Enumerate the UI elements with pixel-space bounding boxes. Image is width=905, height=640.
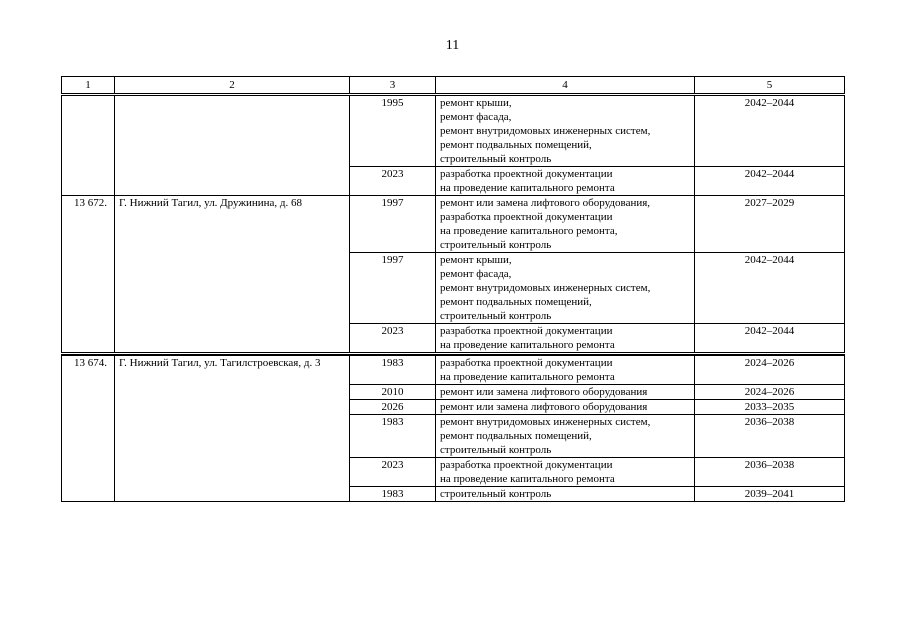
work-item: ремонт подвальных помещений, [440,430,592,442]
commission-year: 1997 [350,196,436,253]
work-item: строительный контроль [440,444,552,456]
work-item: ремонт крыши, [440,97,512,109]
works-list [436,385,695,400]
work-item: ремонт крыши, [440,254,512,266]
object-number: 13 674. [62,356,115,502]
commission-year: 2010 [350,385,436,400]
object-number: 13 672. [62,196,115,354]
works-list [436,95,695,167]
repair-schedule-table [61,76,844,502]
planned-period: 2042–2044 [695,95,845,167]
work-item: ремонт фасада, [440,111,512,123]
work-item: ремонт внутридомовых инженерных систем, [440,125,651,137]
work-item: строительный контроль [440,239,552,251]
planned-period: 2024–2026 [695,385,845,400]
commission-year: 2023 [350,324,436,354]
table-row [62,95,845,167]
header-col-3: 3 [350,77,436,95]
header-col-5: 5 [695,77,845,95]
work-item: ремонт внутридомовых инженерных систем, [440,416,651,428]
work-item: разработка проектной документации [440,168,613,180]
planned-period: 2033–2035 [695,400,845,415]
works-list [436,400,695,415]
commission-year: 1995 [350,95,436,167]
header-col-2: 2 [115,77,350,95]
object-address: Г. Нижний Тагил, ул. Тагилстроевская, д. 3 [115,356,350,502]
object-address [115,95,350,196]
planned-period: 2036–2038 [695,415,845,458]
work-item: строительный контроль [440,488,552,500]
commission-year: 2026 [350,400,436,415]
planned-period: 2039–2041 [695,487,845,502]
work-item: разработка проектной документации [440,211,613,223]
commission-year: 1983 [350,487,436,502]
work-item: на проведение капитального ремонта [440,371,615,383]
work-item: на проведение капитального ремонта [440,339,615,351]
table-row [62,196,845,253]
planned-period: 2036–2038 [695,458,845,487]
work-item: ремонт фасада, [440,268,512,280]
commission-year: 1983 [350,356,436,385]
works-list [436,415,695,458]
commission-year: 1983 [350,415,436,458]
works-list [436,196,695,253]
header-row [62,77,845,95]
commission-year: 1997 [350,253,436,324]
works-list [436,167,695,196]
work-item: ремонт или замена лифтового оборудования [440,386,648,398]
work-item: на проведение капитального ремонта [440,182,615,194]
table-row [62,356,845,385]
header-col-1: 1 [62,77,115,95]
work-item: на проведение капитального ремонта [440,473,615,485]
work-item: разработка проектной документации [440,357,613,369]
work-item: ремонт или замена лифтового оборудования, [440,197,651,209]
work-item: ремонт внутридомовых инженерных систем, [440,282,651,294]
work-item: строительный контроль [440,310,552,322]
planned-period: 2024–2026 [695,356,845,385]
planned-period: 2042–2044 [695,167,845,196]
work-item: ремонт подвальных помещений, [440,139,592,151]
commission-year: 2023 [350,458,436,487]
works-list [436,356,695,385]
object-address: Г. Нижний Тагил, ул. Дружинина, д. 68 [115,196,350,354]
object-number [62,95,115,196]
work-item: на проведение капитального ремонта, [440,225,618,237]
work-item: строительный контроль [440,153,552,165]
work-item: разработка проектной документации [440,325,613,337]
works-list [436,458,695,487]
page-number: 11 [445,38,460,53]
works-list [436,487,695,502]
work-item: разработка проектной документации [440,459,613,471]
planned-period: 2042–2044 [695,324,845,354]
planned-period: 2042–2044 [695,253,845,324]
commission-year: 2023 [350,167,436,196]
works-list [436,253,695,324]
work-item: ремонт или замена лифтового оборудования [440,401,648,413]
works-list [436,324,695,354]
header-col-4: 4 [436,77,695,95]
planned-period: 2027–2029 [695,196,845,253]
work-item: ремонт подвальных помещений, [440,296,592,308]
